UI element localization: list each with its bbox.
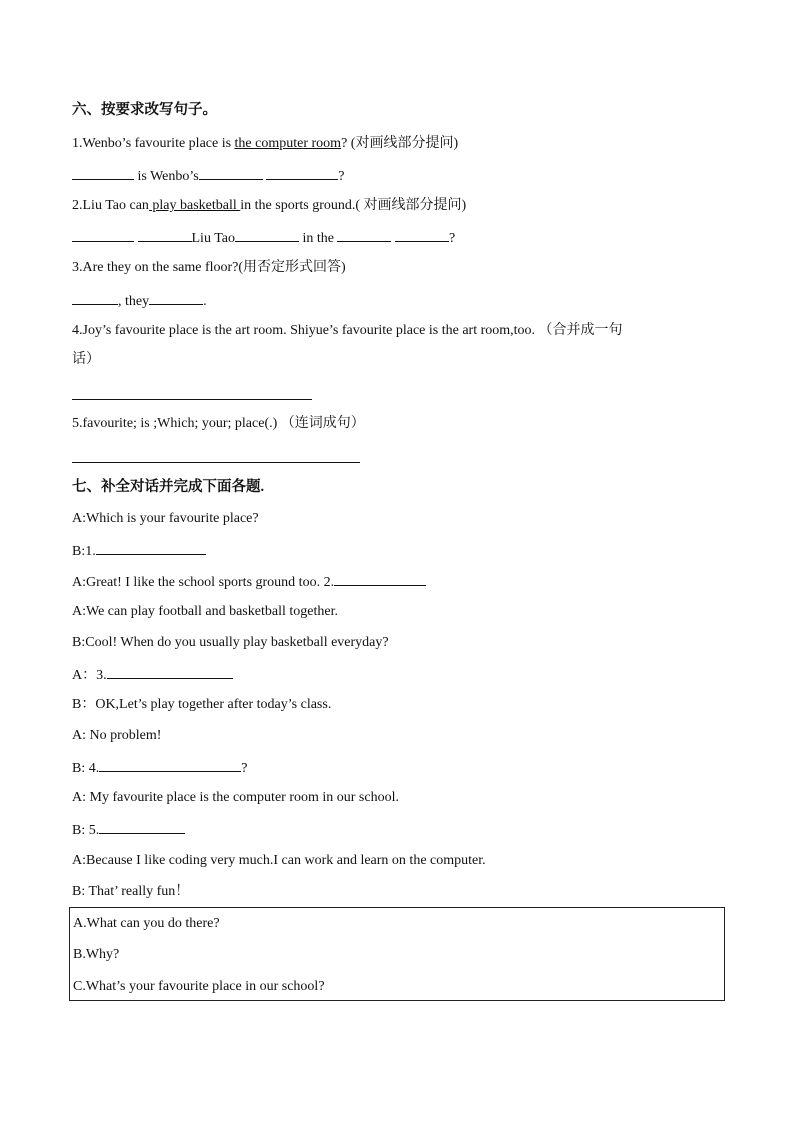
dialogue-line-1: A:Which is your favourite place?: [72, 511, 259, 526]
options-box: [69, 907, 725, 1001]
dialogue-line-6: [72, 664, 233, 686]
dialogue-blank-5[interactable]: [99, 819, 185, 834]
q1-text: [72, 134, 458, 154]
dialogue-blank-1[interactable]: [96, 540, 206, 555]
dialogue-line-11-label: B: 5.: [72, 823, 100, 838]
dialogue-line-9-label: B: 4.: [72, 761, 100, 776]
dialogue-line-4: A:We can play football and basketball together.: [72, 604, 338, 619]
q1-answer-line: [72, 165, 344, 187]
q1-blank-1[interactable]: [72, 165, 134, 180]
q2-blank-2[interactable]: [138, 227, 192, 242]
q2-blank-1[interactable]: [72, 227, 134, 242]
dialogue-line-8: A: No problem!: [72, 728, 162, 743]
q2-text: [72, 196, 466, 216]
dialogue-line-10: A: My favourite place is the computer room in our school.: [72, 790, 399, 805]
dialogue-blank-3[interactable]: [107, 664, 233, 679]
q1-answer-mid: is Wenbo’s: [134, 169, 199, 184]
q4-text-continued: 话）: [72, 352, 100, 367]
q2-answer-b: in the: [298, 231, 338, 246]
q3-blank-2[interactable]: [149, 290, 203, 305]
q5-text: 5.favourite; is ;Which; your; place(.) （连词成句）: [72, 416, 365, 431]
section-6-title: 六、按要求改写句子。: [72, 102, 217, 118]
dialogue-line-9-end: ?: [241, 761, 248, 776]
q4-answer-blank[interactable]: [72, 399, 312, 400]
q2-blank-5[interactable]: [395, 227, 449, 242]
section-7-title: 七、补全对话并完成下面各题.: [72, 479, 265, 495]
dialogue-blank-2[interactable]: [334, 571, 426, 586]
q5-answer-blank[interactable]: [72, 462, 360, 463]
dialogue-line-3-label: A:Great! I like the school sports ground too. 2.: [72, 575, 335, 590]
dialogue-line-6-label: A：3.: [72, 668, 107, 683]
dialogue-line-13: B: That’ really fun！: [72, 884, 190, 899]
dialogue-line-2: [72, 540, 206, 562]
option-b: B.Why?: [73, 947, 120, 962]
dialogue-line-2-label: B:1.: [72, 544, 96, 559]
q1-suffix: ? (对画线部分提问): [341, 136, 459, 151]
dialogue-line-3: [72, 571, 426, 593]
dialogue-line-5: B:Cool! When do you usually play basketball everyday?: [72, 635, 389, 650]
dialogue-line-12: A:Because I like coding very much.I can work and learn on the computer.: [72, 853, 486, 868]
q3-answer-a: , they: [118, 294, 150, 309]
dialogue-line-11: [72, 819, 185, 841]
q3-text: 3.Are they on the same floor?(用否定形式回答): [72, 260, 346, 275]
q2-blank-4[interactable]: [337, 227, 391, 242]
option-c: C.What’s your favourite place in our school?: [73, 979, 325, 994]
dialogue-line-9: [72, 757, 247, 779]
q2-answer-a: Liu Tao: [191, 231, 235, 246]
q3-answer-end: .: [203, 294, 207, 309]
q3-answer-line: [72, 290, 207, 312]
q2-answer-line: [72, 227, 455, 249]
q1-blank-3[interactable]: [266, 165, 338, 180]
q2-prefix: 2.Liu Tao can: [72, 198, 149, 213]
q2-answer-end: ?: [448, 231, 456, 246]
q1-answer-end: ?: [338, 169, 345, 184]
q1-underlined: the computer room: [234, 136, 342, 151]
option-a: A.What can you do there?: [73, 916, 220, 931]
q2-blank-3[interactable]: [235, 227, 299, 242]
q3-blank-1[interactable]: [72, 290, 118, 305]
q1-prefix: 1.Wenbo’s favourite place is: [72, 136, 235, 151]
dialogue-line-7: B：OK,Let’s play together after today’s class.: [72, 697, 332, 712]
q2-underlined: play basketball: [148, 198, 241, 213]
dialogue-blank-4[interactable]: [99, 757, 241, 772]
q1-blank-2[interactable]: [199, 165, 263, 180]
q4-text: 4.Joy’s favourite place is the art room. Shiyue’s favourite place is the art room,too. （合并成一句: [72, 323, 623, 338]
q2-suffix: in the sports ground.( 对画线部分提问): [240, 198, 467, 213]
